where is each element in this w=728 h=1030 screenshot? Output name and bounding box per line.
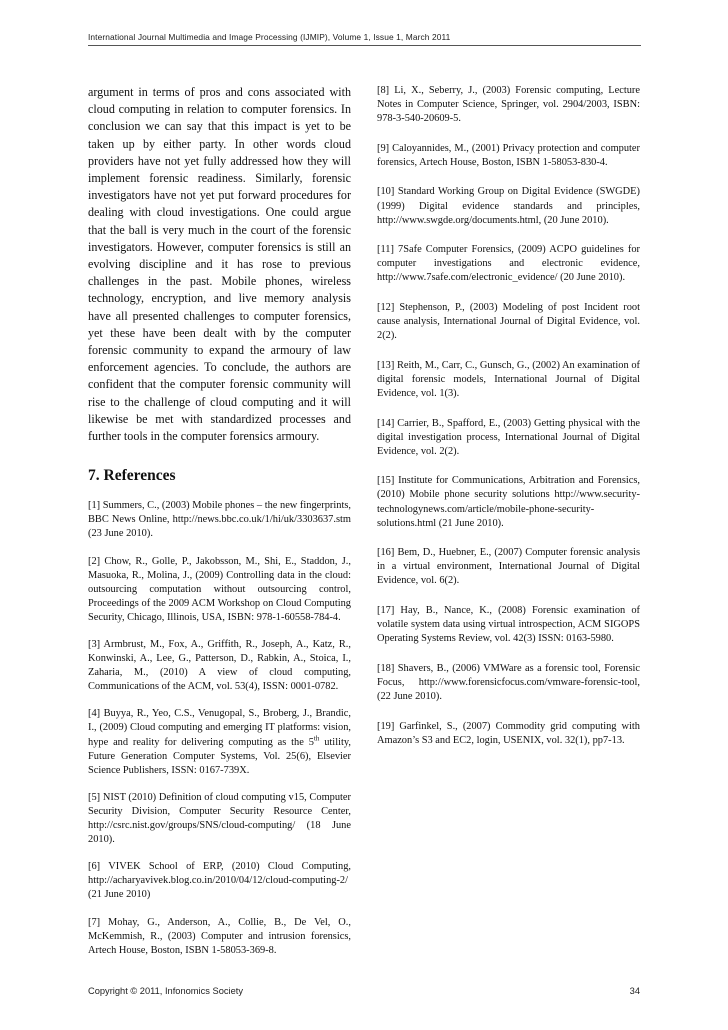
reference-6: [6] VIVEK School of ERP, (2010) Cloud Computing, http://acharyavivek.blog.co.in/2010/04/12/cloud-computing-2/ (21 June 2010) [88, 861, 351, 901]
reference-16: [16] Bem, D., Huebner, E., (2007) Computer forensic analysis in a virtual environment, International Journal of Digital Evidence, vol. 6(2). [377, 547, 640, 587]
left-column [88, 84, 351, 971]
reference-12: [12] Stephenson, P., (2003) Modeling of post Incident root cause analysis, International Journal of Digital Evidence, vol. 2(2). [377, 302, 640, 342]
reference-19: [19] Garfinkel, S., (2007) Commodity grid computing with Amazon’s S3 and EC2, login, USENIX, vol. 32(1), pp7-13. [377, 720, 640, 746]
page-number: 34 [629, 986, 640, 996]
reference-9: [9] Caloyannides, M., (2001) Privacy protection and computer forensics, Artech House, Boston, ISBN 1-58053-830-4. [377, 142, 640, 168]
reference-10: [10] Standard Working Group on Digital Evidence (SWGDE) (1999) Digital evidence standards and principles, http://www.swgde.org/documents.html, (20 June 2010). [377, 186, 640, 226]
reference-15: [15] Institute for Communications, Arbitration and Forensics, (2010) Mobile phone security solutions http://www.security-technologynews.com/article/mobile-phone-security-solutions.html (21 June 2010). [377, 475, 640, 529]
reference-17: [17] Hay, B., Nance, K., (2008) Forensic examination of volatile system data using virtual introspection, ACM SIGOPS Operating Systems Review, vol. 42(3) ISSN: 0163-5980. [377, 605, 640, 645]
reference-4-text-start: [4] Buyya, R., Yeo, C.S., Venugopal, S., Broberg, J., Brandic, I., (2009) Cloud computing and emerging IT platforms: vision, hype and reality for delivering computing as the 5 [88, 708, 351, 748]
right-column [377, 84, 640, 763]
references-heading: 7. References [88, 467, 176, 485]
reference-11: [11] 7Safe Computer Forensics, (2009) ACPO guidelines for computer investigations and electronic evidence, http://www.7safe.com/electronic_evidence/ (20 June 2010). [377, 244, 640, 284]
reference-4 [88, 707, 351, 777]
reference-5: [5] NIST (2010) Definition of cloud computing v15, Computer Security Division, Computer Security Resource Center, http://csrc.nist.gov/groups/SNS/cloud-computing/ (18 June 2010). [88, 791, 351, 846]
reference-14: [14] Carrier, B., Spafford, E., (2003) Getting physical with the digital investigation process, International Journal of Digital Evidence, vol. 2(2). [377, 417, 640, 457]
reference-4-superscript: th [313, 734, 320, 743]
reference-4-text-end: utility, Future Generation Computer Systems, Vol. 25(6), Elsevier Science Publishers, ISSN: 0167-739X. [88, 736, 351, 776]
footer-copyright: Copyright © 2011, Infonomics Society [88, 986, 243, 996]
conclusion-paragraph: argument in terms of pros and cons associated with cloud computing in relation to computer forensics. In conclusion we can say that this impact is yet to be taken up by either party. In other words cloud providers have not yet fully addressed how they will implement forensic readiness. Similarly, forensic investigators have not yet put forward procedures for dealing with cloud investigations. One could argue that the ball is very much in the court of the forensic investigators. However, computer forensics is still an evolving discipline and it has rose to previous challenges in the past. Mobile phones, wireless technology, encryption, and live memory analysis have all presented challenges to computer forensics, yet these have been dealt with by the computer forensic community to expand the armoury of law enforcement agencies. To conclude, the authors are confident that the computer forensic community will rise to the challenge of cloud computing and it will likewise be met with standardized processes and further tools in the computer forensics armoury. [88, 85, 351, 444]
running-header: International Journal Multimedia and Image Processing (IJMIP), Volume 1, Issue 1, March 2011 [88, 32, 451, 42]
reference-13: [13] Reith, M., Carr, C., Gunsch, G., (2002) An examination of digital forensic models, International Journal of Digital Evidence, vol. 1(3). [377, 359, 640, 399]
reference-18: [18] Shavers, B., (2006) VMWare as a forensic tool, Forensic Focus, http://www.forensicfocus.com/vmware-forensic-tool, (22 June 2010). [377, 662, 640, 702]
reference-3: [3] Armbrust, M., Fox, A., Griffith, R., Joseph, A., Katz, R., Konwinski, A., Lee, G., Patterson, D., Rabkin, A., Stoica, I., Zaharia, M., (2010) A view of cloud computing, Communications of the ACM, vol. 53(4), ISSN: 0001-0782. [88, 639, 351, 693]
reference-2: [2] Chow, R., Golle, P., Jakobsson, M., Shi, E., Staddon, J., Masuoka, R., Molina, J., (2009) Controlling data in the cloud: outsourcing computation without outsourcing control, Proceedings of the 2009 ACM Workshop on Cloud Computing Security, Chicago, Illinois, USA, ISBN: 978-1-60558-784-4. [88, 555, 351, 623]
reference-1: [1] Summers, C., (2003) Mobile phones – the new fingerprints, BBC News Online, http://news.bbc.co.uk/1/hi/uk/3303637.stm (23 June 2010). [88, 500, 351, 540]
reference-7: [7] Mohay, G., Anderson, A., Collie, B., De Vel, O., McKemmish, R., (2003) Computer and intrusion forensics, Artech House, Boston, ISBN 1-58053-369-8. [88, 916, 351, 956]
reference-8: [8] Li, X., Seberry, J., (2003) Forensic computing, Lecture Notes in Computer Science, Springer, vol. 2904/2003, ISBN: 978-3-540-20609-5. [377, 85, 640, 125]
header-divider [88, 45, 641, 46]
